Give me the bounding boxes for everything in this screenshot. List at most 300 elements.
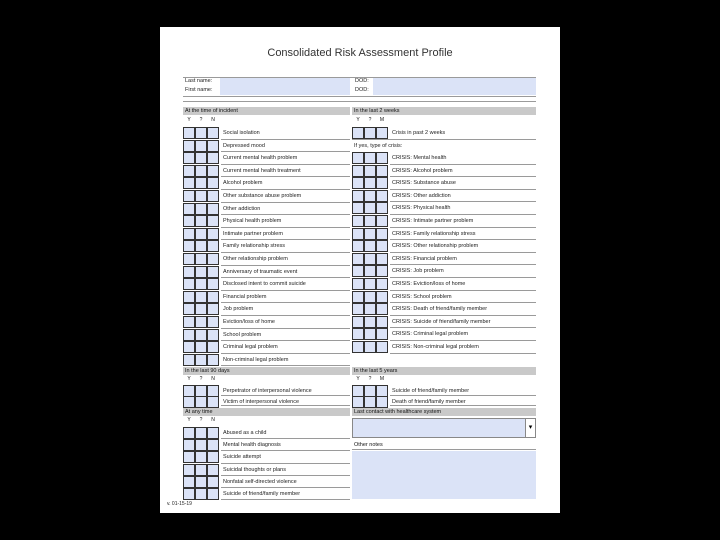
checkbox-n[interactable] <box>376 177 388 189</box>
checkbox-n[interactable] <box>376 127 388 139</box>
divider <box>390 353 536 354</box>
checkbox-n[interactable] <box>207 488 219 500</box>
checkbox-y[interactable] <box>352 127 364 139</box>
item-label: Criminal legal problem <box>223 344 278 351</box>
checkbox-y[interactable] <box>352 291 364 303</box>
checkbox-group[interactable] <box>183 354 219 366</box>
checkbox-y[interactable] <box>183 190 195 202</box>
checkbox-y[interactable] <box>183 291 195 303</box>
checkbox-n[interactable] <box>207 341 219 353</box>
divider <box>221 340 350 341</box>
checkbox-y[interactable] <box>183 177 195 189</box>
item-label: CRISIS: Criminal legal problem <box>392 331 469 338</box>
checkbox-n[interactable] <box>207 439 219 451</box>
checkbox-n[interactable] <box>207 190 219 202</box>
divider <box>221 164 350 165</box>
checkbox-q[interactable] <box>195 165 207 177</box>
divider <box>221 463 350 464</box>
ynm-y: Y <box>356 376 360 382</box>
item-label: Disclosed intent to commit suicide <box>223 281 306 288</box>
divider <box>221 252 350 253</box>
item-label: CRISIS: School problem <box>392 293 452 300</box>
item-label: Suicide of friend/family member <box>223 491 301 497</box>
checkbox-y[interactable] <box>183 476 195 488</box>
item-label: Abused as a child <box>223 430 267 436</box>
form-page <box>160 27 560 513</box>
checkbox-q[interactable] <box>195 303 207 315</box>
checkbox-q[interactable] <box>364 278 376 290</box>
section-header-last-contact: Last contact with healthcare system <box>352 408 536 416</box>
checkbox-y[interactable] <box>183 215 195 227</box>
checkbox-y[interactable] <box>183 303 195 315</box>
checkbox-group[interactable] <box>183 228 219 240</box>
item-label: Other relationship problem <box>223 256 288 262</box>
divider <box>221 139 350 140</box>
checkbox-q[interactable] <box>364 190 376 202</box>
item-label: Perpetrator of interpersonal violence <box>223 388 312 394</box>
checkbox-y[interactable] <box>183 127 195 139</box>
checkbox-y[interactable] <box>183 152 195 164</box>
ynm-q: ? <box>199 417 203 423</box>
checkbox-q[interactable] <box>195 278 207 290</box>
divider <box>390 189 536 190</box>
dod-label-2: DOD: <box>355 87 369 93</box>
checkbox-n[interactable] <box>207 240 219 252</box>
checkbox-q[interactable] <box>364 215 376 227</box>
item-label: Physical health problem <box>223 218 282 225</box>
item-label: Alcohol problem <box>223 180 263 187</box>
checkbox-group[interactable] <box>183 203 219 215</box>
divider <box>221 328 350 329</box>
item-label: CRISIS: Physical health <box>392 205 451 212</box>
checkbox-group[interactable] <box>352 396 388 408</box>
first-name-label: First name: <box>185 87 213 93</box>
item-label: Non-criminal legal problem <box>223 356 289 363</box>
checkbox-q[interactable] <box>195 127 207 139</box>
ynm-n: N <box>211 376 215 382</box>
ynm-y: Y <box>187 376 191 382</box>
checkbox-y[interactable] <box>183 354 195 366</box>
checkbox-group[interactable] <box>183 439 219 451</box>
ynm-labels <box>183 376 219 383</box>
item-label: CRISIS: Financial problem <box>392 255 457 262</box>
divider <box>390 239 536 240</box>
checkbox-n[interactable] <box>376 253 388 265</box>
checkbox-y[interactable] <box>352 177 364 189</box>
item-label: Social isolation <box>223 130 260 136</box>
checkbox-y[interactable] <box>352 215 364 227</box>
item-label: Family relationship stress <box>223 243 286 250</box>
checkbox-group[interactable] <box>352 316 388 328</box>
item-label: CRISIS: Alcohol problem <box>392 167 453 174</box>
checkbox-group[interactable] <box>183 341 219 353</box>
checkbox-q[interactable] <box>195 488 207 500</box>
divider <box>221 499 350 500</box>
item-label: CRISIS: Family relationship stress <box>392 230 476 237</box>
dod-label-1: DOD: <box>355 78 369 84</box>
checkbox-n[interactable] <box>207 329 219 341</box>
other-notes-textarea[interactable] <box>352 451 536 499</box>
divider <box>390 327 536 328</box>
checkbox-y[interactable] <box>183 165 195 177</box>
checkbox-y[interactable] <box>352 202 364 214</box>
checkbox-group[interactable] <box>352 265 388 277</box>
checkbox-group[interactable] <box>183 140 219 152</box>
checkbox-y[interactable] <box>352 303 364 315</box>
checkbox-q[interactable] <box>195 476 207 488</box>
checkbox-group[interactable] <box>183 177 219 189</box>
checkbox-y[interactable] <box>183 439 195 451</box>
checkbox-n[interactable] <box>376 341 388 353</box>
checkbox-n[interactable] <box>376 291 388 303</box>
divider <box>221 239 350 240</box>
checkbox-q[interactable] <box>364 303 376 315</box>
item-label: Suicidal thoughts or plans <box>223 466 286 473</box>
checkbox-n[interactable] <box>207 427 219 439</box>
checkbox-q[interactable] <box>195 152 207 164</box>
checkbox-y[interactable] <box>183 341 195 353</box>
divider <box>390 340 536 341</box>
checkbox-y[interactable] <box>183 396 195 408</box>
checkbox-q[interactable] <box>195 354 207 366</box>
checkbox-y[interactable] <box>352 228 364 240</box>
item-label: Eviction/loss of home <box>223 319 275 325</box>
checkbox-q[interactable] <box>364 127 376 139</box>
ynm-y: Y <box>187 117 191 123</box>
checkbox-group[interactable] <box>352 215 388 227</box>
divider <box>183 101 536 102</box>
checkbox-q[interactable] <box>195 253 207 265</box>
checkbox-y[interactable] <box>352 152 364 164</box>
checkbox-y[interactable] <box>352 316 364 328</box>
checkbox-q[interactable] <box>364 253 376 265</box>
checkbox-group[interactable] <box>183 291 219 303</box>
checkbox-n[interactable] <box>207 451 219 463</box>
divider <box>221 302 350 303</box>
item-label: School problem <box>223 331 262 338</box>
ynm-n: N <box>211 417 215 423</box>
last-name-label: Last name: <box>185 78 213 84</box>
checkbox-y[interactable] <box>183 316 195 328</box>
checkbox-n[interactable] <box>207 354 219 366</box>
checkbox-y[interactable] <box>183 464 195 476</box>
checkbox-y[interactable] <box>183 266 195 278</box>
checkbox-group[interactable] <box>183 253 219 265</box>
checkbox-group[interactable] <box>183 165 219 177</box>
checkbox-n[interactable] <box>376 202 388 214</box>
divider <box>390 264 536 265</box>
item-label: CRISIS: Mental health <box>392 155 447 161</box>
checkbox-q[interactable] <box>364 202 376 214</box>
crisis-past-2-weeks-label: Crisis in past 2 weeks <box>392 130 446 136</box>
checkbox-group[interactable] <box>183 278 219 290</box>
checkbox-q[interactable] <box>195 439 207 451</box>
item-label: CRISIS: Other relationship problem <box>392 243 479 250</box>
divider <box>221 450 350 451</box>
checkbox-y[interactable] <box>183 228 195 240</box>
checkbox-q[interactable] <box>364 152 376 164</box>
checkbox-n[interactable] <box>207 177 219 189</box>
checkbox-group[interactable] <box>352 328 388 340</box>
divider <box>390 201 536 202</box>
checkbox-n[interactable] <box>376 215 388 227</box>
item-label: CRISIS: Death of friend/family member <box>392 306 488 313</box>
checkbox-y[interactable] <box>183 488 195 500</box>
checkbox-n[interactable] <box>207 203 219 215</box>
divider <box>352 139 536 140</box>
checkbox-n[interactable] <box>207 476 219 488</box>
checkbox-group[interactable] <box>183 215 219 227</box>
checkbox-group[interactable] <box>183 396 219 408</box>
checkbox-q[interactable] <box>195 228 207 240</box>
divider <box>183 96 536 97</box>
checkbox-n[interactable] <box>376 278 388 290</box>
checkbox-n[interactable] <box>376 265 388 277</box>
checkbox-n[interactable] <box>376 165 388 177</box>
checkbox-group[interactable] <box>352 202 388 214</box>
checkbox-n[interactable] <box>207 278 219 290</box>
checkbox-n[interactable] <box>376 190 388 202</box>
checkbox-q[interactable] <box>195 316 207 328</box>
checkbox-y[interactable] <box>352 396 364 408</box>
divider <box>390 252 536 253</box>
checkbox-y[interactable] <box>183 203 195 215</box>
checkbox-n[interactable] <box>207 127 219 139</box>
checkbox-group[interactable] <box>183 488 219 500</box>
checkbox-n[interactable] <box>207 303 219 315</box>
checkbox-group[interactable] <box>183 316 219 328</box>
checkbox-q[interactable] <box>195 396 207 408</box>
divider <box>390 176 536 177</box>
last-contact-select[interactable] <box>352 418 536 438</box>
checkbox-q[interactable] <box>195 464 207 476</box>
checkbox-q[interactable] <box>364 316 376 328</box>
checkbox-group[interactable] <box>352 240 388 252</box>
checkbox-y[interactable] <box>183 240 195 252</box>
checkbox-y[interactable] <box>352 240 364 252</box>
checkbox-q[interactable] <box>195 203 207 215</box>
checkbox-group[interactable] <box>352 303 388 315</box>
divider <box>221 353 350 354</box>
item-label: CRISIS: Suicide of friend/family member <box>392 318 491 325</box>
divider <box>221 189 350 190</box>
checkbox-n[interactable] <box>376 396 388 408</box>
divider <box>221 176 350 177</box>
checkbox-group[interactable] <box>352 228 388 240</box>
checkbox-group[interactable] <box>352 278 388 290</box>
checkbox-y[interactable] <box>183 427 195 439</box>
checkbox-q[interactable] <box>364 328 376 340</box>
section-header-5-years: In the last 5 years <box>352 367 536 375</box>
checkbox-y[interactable] <box>352 265 364 277</box>
checkbox-y[interactable] <box>183 140 195 152</box>
ynm-labels <box>352 117 388 124</box>
divider <box>390 290 536 291</box>
ynm-labels <box>183 417 219 424</box>
item-label: Depressed mood <box>223 142 265 149</box>
ynm-labels <box>183 117 219 124</box>
checkbox-y[interactable] <box>352 165 364 177</box>
checkbox-q[interactable] <box>364 240 376 252</box>
checkbox-n[interactable] <box>207 152 219 164</box>
divider <box>221 438 350 439</box>
ynm-q: ? <box>199 117 203 123</box>
ynm-n: N <box>211 117 215 123</box>
checkbox-q[interactable] <box>364 396 376 408</box>
checkbox-n[interactable] <box>207 464 219 476</box>
divider <box>390 214 536 215</box>
item-label: CRISIS: Other addiction <box>392 192 451 199</box>
item-label: Other addiction <box>223 205 261 212</box>
ynm-y: Y <box>356 117 360 123</box>
checkbox-n[interactable] <box>376 228 388 240</box>
item-label: CRISIS: Eviction/loss of home <box>392 281 466 287</box>
item-label: Suicide of friend/family member <box>392 388 470 394</box>
name-fields <box>220 78 350 95</box>
item-label: Death of friend/family member <box>392 398 466 405</box>
checkbox-group[interactable] <box>352 291 388 303</box>
checkbox-group[interactable] <box>352 341 388 353</box>
section-header-two-weeks: In the last 2 weeks <box>352 107 536 115</box>
checkbox-group[interactable] <box>183 329 219 341</box>
checkbox-n[interactable] <box>207 165 219 177</box>
divider <box>390 164 536 165</box>
ynm-m: M <box>379 376 385 382</box>
checkbox-q[interactable] <box>195 140 207 152</box>
divider <box>390 315 536 316</box>
form-title: Consolidated Risk Assessment Profile <box>267 47 453 59</box>
checkbox-q[interactable] <box>195 240 207 252</box>
checkbox-q[interactable] <box>364 165 376 177</box>
checkbox-q[interactable] <box>364 265 376 277</box>
checkbox-n[interactable] <box>207 253 219 265</box>
ynm-q: ? <box>199 376 203 382</box>
ynm-y: Y <box>187 417 191 423</box>
ynm-labels <box>352 376 388 383</box>
checkbox-group[interactable] <box>183 266 219 278</box>
checkbox-q[interactable] <box>195 291 207 303</box>
checkbox-q[interactable] <box>364 291 376 303</box>
item-label: Intimate partner problem <box>223 230 283 237</box>
checkbox-group[interactable] <box>183 451 219 463</box>
checkbox-y[interactable] <box>352 278 364 290</box>
checkbox-q[interactable] <box>195 427 207 439</box>
checkbox-n[interactable] <box>376 240 388 252</box>
item-label: Financial problem <box>223 293 267 300</box>
item-label: Suicide attempt <box>223 454 261 461</box>
checkbox-group[interactable] <box>352 190 388 202</box>
item-label: CRISIS: Job problem <box>392 268 444 275</box>
checkbox-group[interactable] <box>183 190 219 202</box>
item-label: CRISIS: Substance abuse <box>392 180 456 187</box>
checkbox-n[interactable] <box>207 316 219 328</box>
checkbox-group[interactable] <box>352 152 388 164</box>
version-label: v. 01-15-19 <box>167 501 192 507</box>
divider <box>390 277 536 278</box>
checkbox-y[interactable] <box>183 329 195 341</box>
checkbox-n[interactable] <box>376 152 388 164</box>
item-label: Other substance abuse problem <box>223 193 302 199</box>
checkbox-q[interactable] <box>364 228 376 240</box>
checkbox-q[interactable] <box>195 341 207 353</box>
item-label: CRISIS: Non-criminal legal problem <box>392 344 479 350</box>
item-label: Anniversary of traumatic event <box>223 268 298 275</box>
item-label: Mental health diagnosis <box>223 442 281 449</box>
checkbox-group[interactable] <box>183 476 219 488</box>
divider <box>221 315 350 316</box>
checkbox-group[interactable] <box>183 303 219 315</box>
divider <box>221 214 350 215</box>
crisis-type-label: If yes, type of crisis: <box>354 143 403 149</box>
checkbox-group[interactable] <box>352 165 388 177</box>
divider <box>221 227 350 228</box>
checkbox-q[interactable] <box>195 190 207 202</box>
checkbox-group[interactable] <box>183 464 219 476</box>
checkbox-group[interactable] <box>352 253 388 265</box>
checkbox-n[interactable] <box>376 316 388 328</box>
checkbox-y[interactable] <box>352 253 364 265</box>
checkbox-n[interactable] <box>207 140 219 152</box>
checkbox-y[interactable] <box>183 253 195 265</box>
divider <box>221 487 350 488</box>
divider <box>390 302 536 303</box>
checkbox-group[interactable] <box>352 177 388 189</box>
dod-input[interactable] <box>373 78 536 95</box>
item-label: Current mental health problem <box>223 155 298 162</box>
checkbox-q[interactable] <box>364 341 376 353</box>
checkbox-group[interactable] <box>183 127 219 139</box>
checkbox-group[interactable] <box>183 427 219 439</box>
divider <box>221 265 350 266</box>
checkbox-y[interactable] <box>352 341 364 353</box>
checkbox-q[interactable] <box>195 215 207 227</box>
divider <box>221 475 350 476</box>
item-label: Job problem <box>223 306 254 313</box>
checkbox-y[interactable] <box>352 190 364 202</box>
checkbox-q[interactable] <box>195 329 207 341</box>
checkbox-n[interactable] <box>207 396 219 408</box>
divider <box>390 405 536 406</box>
checkbox-y[interactable] <box>183 451 195 463</box>
divider <box>221 202 350 203</box>
checkbox-group[interactable] <box>352 127 388 139</box>
checkbox-y[interactable] <box>352 328 364 340</box>
section-header-any-time: At any time <box>183 408 350 416</box>
item-label: CRISIS: Intimate partner problem <box>392 218 474 224</box>
checkbox-q[interactable] <box>364 177 376 189</box>
checkbox-n[interactable] <box>207 228 219 240</box>
checkbox-group[interactable] <box>183 240 219 252</box>
checkbox-group[interactable] <box>183 152 219 164</box>
checkbox-n[interactable] <box>376 328 388 340</box>
checkbox-y[interactable] <box>183 278 195 290</box>
checkbox-n[interactable] <box>376 303 388 315</box>
checkbox-q[interactable] <box>195 266 207 278</box>
checkbox-n[interactable] <box>207 291 219 303</box>
checkbox-n[interactable] <box>207 266 219 278</box>
ynm-q: ? <box>368 376 372 382</box>
divider <box>221 395 350 396</box>
item-label: Current mental health treatment <box>223 167 301 174</box>
checkbox-n[interactable] <box>207 215 219 227</box>
other-notes-label: Other notes <box>352 441 536 450</box>
divider <box>390 227 536 228</box>
chevron-down-icon[interactable]: ▾ <box>525 419 535 437</box>
checkbox-q[interactable] <box>195 451 207 463</box>
divider <box>390 395 536 396</box>
ynm-m: M <box>379 117 385 123</box>
checkbox-q[interactable] <box>195 177 207 189</box>
